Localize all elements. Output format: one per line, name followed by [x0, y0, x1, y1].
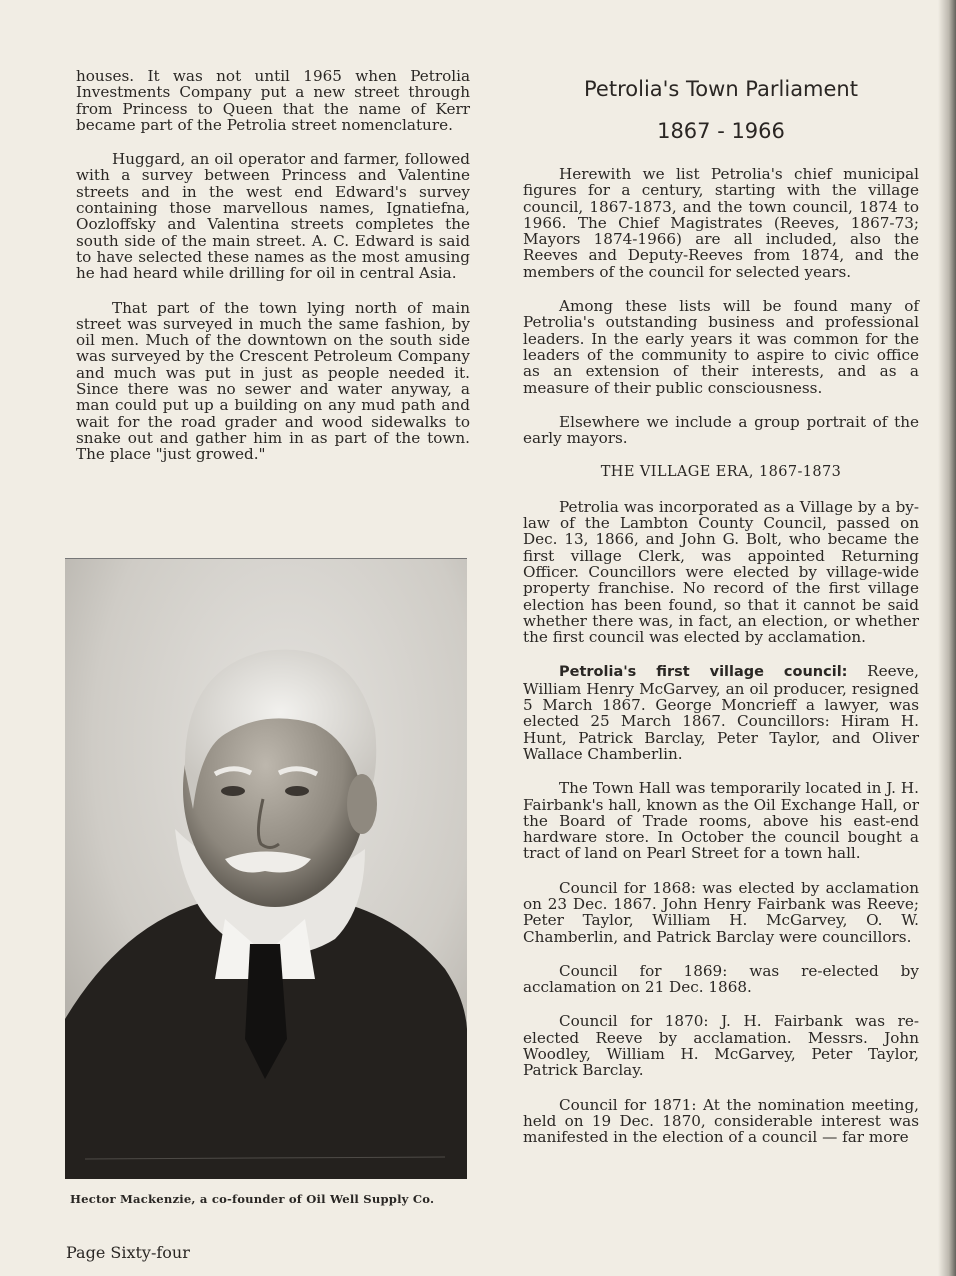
- council-1868-paragraph: Council for 1868: was elected by acclamation on 23 Dec. 1867. John Henry Fairbank was Reeve; Peter Taylor, William H. McGarvey, O. W. Chamberlin, and Patrick Barclay were councillors.: [523, 878, 919, 946]
- portrait-image: [65, 559, 467, 1179]
- section-heading: THE VILLAGE ERA, 1867-1873: [600, 464, 842, 481]
- council-1871-paragraph: Council for 1871: At the nomination meeting, held on 19 Dec. 1870, considerable interest was manifested in the election of a council — far more: [523, 1095, 919, 1147]
- first-council-paragraph: [523, 663, 919, 762]
- article-years: 1867 - 1966: [657, 119, 785, 143]
- right-column: [523, 68, 919, 1164]
- town-hall-paragraph: The Town Hall was temporarily located in J. H. Fairbank's hall, known as the Oil Exchange Hall, or the Board of Trade rooms, above his east-end hardware store. In October the council bought a tract of land on Pearl Street for a town hall.: [523, 779, 919, 863]
- intro-paragraph: Among these lists will be found many of Petrolia's outstanding business and professional leaders. In the early years it was common for the leaders of the community to aspire to civic office as an extension of their interests, and as a measure of their public consciousness.: [523, 297, 919, 397]
- council-1869-paragraph: Council for 1869: was re-elected by acclamation on 21 Dec. 1868.: [523, 961, 919, 997]
- page-number: Page Sixty-four: [66, 1243, 190, 1262]
- page-edge-shadow: [938, 0, 956, 1276]
- intro-paragraph: Elsewhere we include a group portrait of the early mayors.: [523, 412, 919, 448]
- council-1870-paragraph: Council for 1870: J. H. Fairbank was re-elected Reeve by acclamation. Messrs. John Woodley, William H. McGarvey, Peter Taylor, Patrick Barclay.: [523, 1012, 919, 1080]
- article-title: Petrolia's Town Parliament: [584, 77, 858, 101]
- paragraph-continuation: houses. It was not until 1965 when Petrolia Investments Company put a new street through from Princess to Queen that the name of Kerr became part of the Petrolia street nomenclature.: [76, 67, 470, 134]
- left-column: [76, 68, 470, 481]
- paragraph-north-survey: That part of the town lying north of main street was surveyed in much the same fashion, by oil men. Much of the downtown on the south side was surveyed by the Crescent Petroleum Company and much was put in just as people needed it. Since there was no sewer and water anyway, a man could put up a building on any mud path and wait for the road grader and wood sidewalks to snake out and gather him in as part of the town. The place "just growed.": [76, 298, 470, 464]
- first-council-lead: Petrolia's first village council:: [559, 664, 848, 681]
- village-incorporation-paragraph: Petrolia was incorporated as a Village by a by-law of the Lambton County Council, passed on Dec. 13, 1866, and John G. Bolt, who became the first village Clerk, was appointed Returning Officer. Councillors were elected by village-wide property franchise. No record of the first village election has been found, so that it cannot be said whether there was, in fact, an election, or whether the first council was elected by acclamation.: [523, 497, 919, 647]
- photo-caption: Hector Mackenzie, a co-founder of Oil Well Supply Co.: [70, 1192, 435, 1206]
- paragraph-huggard: Huggard, an oil operator and farmer, followed with a survey between Princess and Valentine streets and in the west end Edward's survey containing those marvellous names, Ignatiefna, Oozloffsky and Valentina streets completes the south side of the main street. A. C. Edward is said to have selected these names as the most amusing he had heard while drilling for oil in central Asia.: [76, 150, 470, 283]
- first-council-text: Reeve, William Henry McGarvey, an oil producer, resigned 5 March 1867. George Moncrieff a lawyer, was elected 25 March 1867. Councillors: Hiram H. Hunt, Patrick Barclay, Peter Taylor, and Oliver Wallace Chamberlin.: [523, 662, 919, 763]
- intro-paragraph: Herewith we list Petrolia's chief municipal figures for a century, starting with the village council, 1867-1873, and the town council, 1874 to 1966. The Chief Magistrates (Reeves, 1867-73; Mayors 1874-1966) are all included, also the Reeves and Deputy-Reeves from 1874, and the members of the council for selected years.: [523, 165, 919, 281]
- portrait-photo: [65, 558, 467, 1179]
